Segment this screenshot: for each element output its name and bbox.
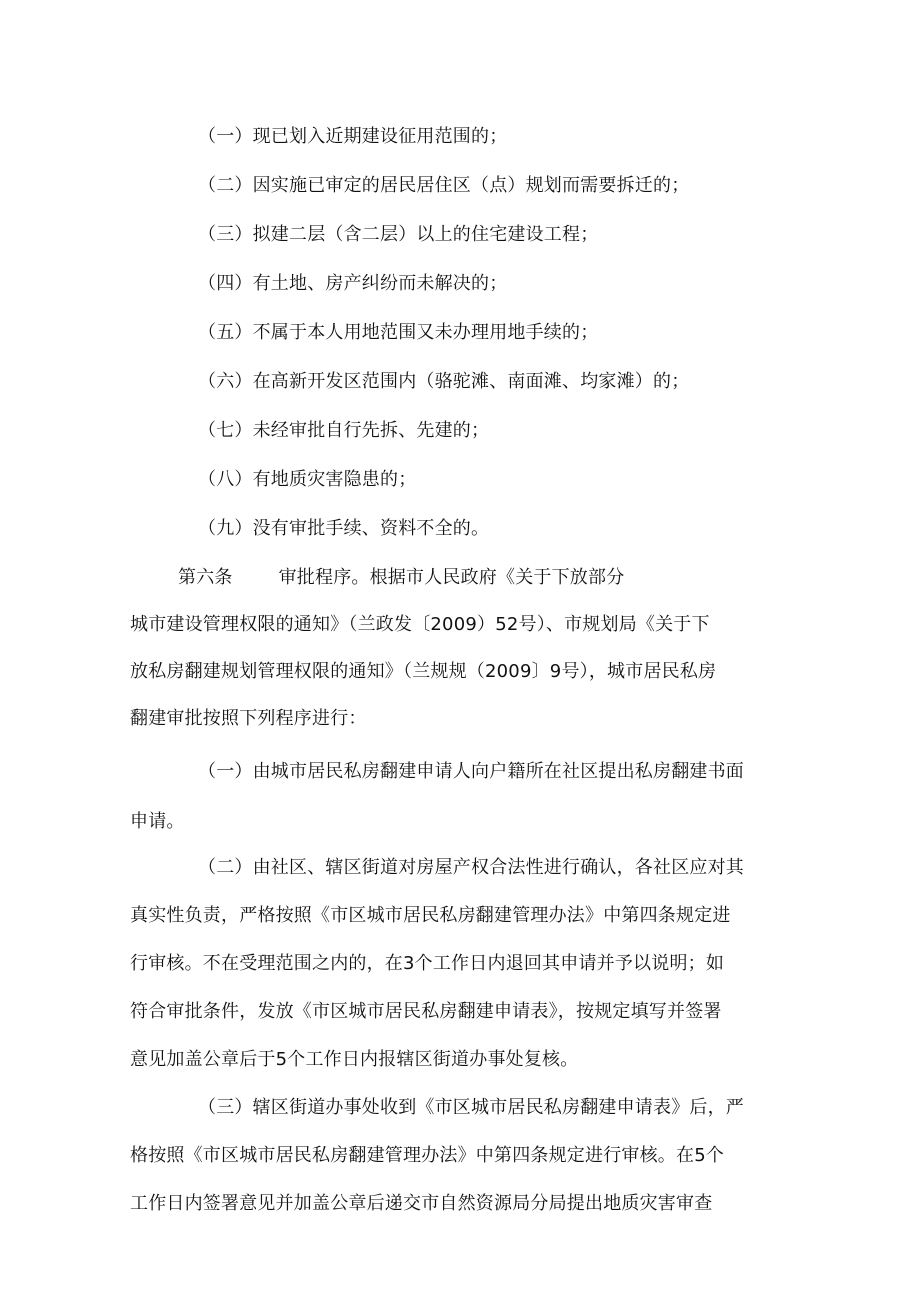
list-item: （七）未经审批自行先拆、先建的； <box>198 420 490 441</box>
paragraph-line: 符合审批条件，发放《市区城市居民私房翻建申请表》，按规定填写并签署 <box>130 1001 722 1022</box>
list-item: （五）不属于本人用地范围又未办理用地手续的； <box>198 322 599 343</box>
paragraph-line: （一）由城市居民私房翻建申请人向户籍所在社区提出私房翻建书面 <box>198 761 744 782</box>
paragraph-line: 格按照《市区城市居民私房翻建管理办法》中第四条规定进行审核。在5个 <box>130 1145 725 1166</box>
list-item: （九）没有审批手续、资料不全的。 <box>198 518 490 539</box>
article-first-line: 审批程序。根据市人民政府《关于下放部分 <box>278 567 625 588</box>
list-item: （八）有地质灾害隐患的； <box>198 469 417 490</box>
paragraph-line: 真实性负责，严格按照《市区城市居民私房翻建管理办法》中第四条规定进 <box>130 905 731 926</box>
list-item: （四）有土地、房产纠纷而未解决的； <box>198 273 508 294</box>
paragraph-line: 申请。 <box>130 811 185 832</box>
paragraph-line: 城市建设管理权限的通知》（兰政发〔2009）52号）、市规划局《关于下 <box>130 614 710 635</box>
paragraph-line: 放私房翻建规划管理权限的通知》（兰规规（2009〕9号），城市居民私房 <box>130 661 717 682</box>
list-item: （一）现已划入近期建设征用范围的； <box>198 126 508 147</box>
paragraph-line: 行审核。不在受理范围之内的，在3个工作日内退回其申请并予以说明；如 <box>130 953 725 974</box>
paragraph-line: （二）由社区、辖区街道对房屋产权合法性进行确认，各社区应对其 <box>198 857 744 878</box>
paragraph-line: 工作日内签署意见并加盖公章后递交市自然资源局分局提出地质灾害审查 <box>130 1193 713 1214</box>
article-heading-line <box>178 566 843 590</box>
list-item: （二）因实施已审定的居民居住区（点）规划而需要拆迁的； <box>198 175 690 196</box>
paragraph-line: 翻建审批按照下列程序进行： <box>130 708 367 729</box>
paragraph-line: （三）辖区街道办事处收到《市区城市居民私房翻建申请表》后，严 <box>198 1097 744 1118</box>
list-item: （六）在高新开发区范围内（骆驼滩、南面滩、均家滩）的； <box>198 371 690 392</box>
paragraph-line: 意见加盖公章后于5个工作日内报辖区街道办事处复核。 <box>130 1049 579 1070</box>
list-item: （三）拟建二层（含二层）以上的住宅建设工程； <box>198 224 599 245</box>
article-number: 第六条 <box>178 567 233 588</box>
